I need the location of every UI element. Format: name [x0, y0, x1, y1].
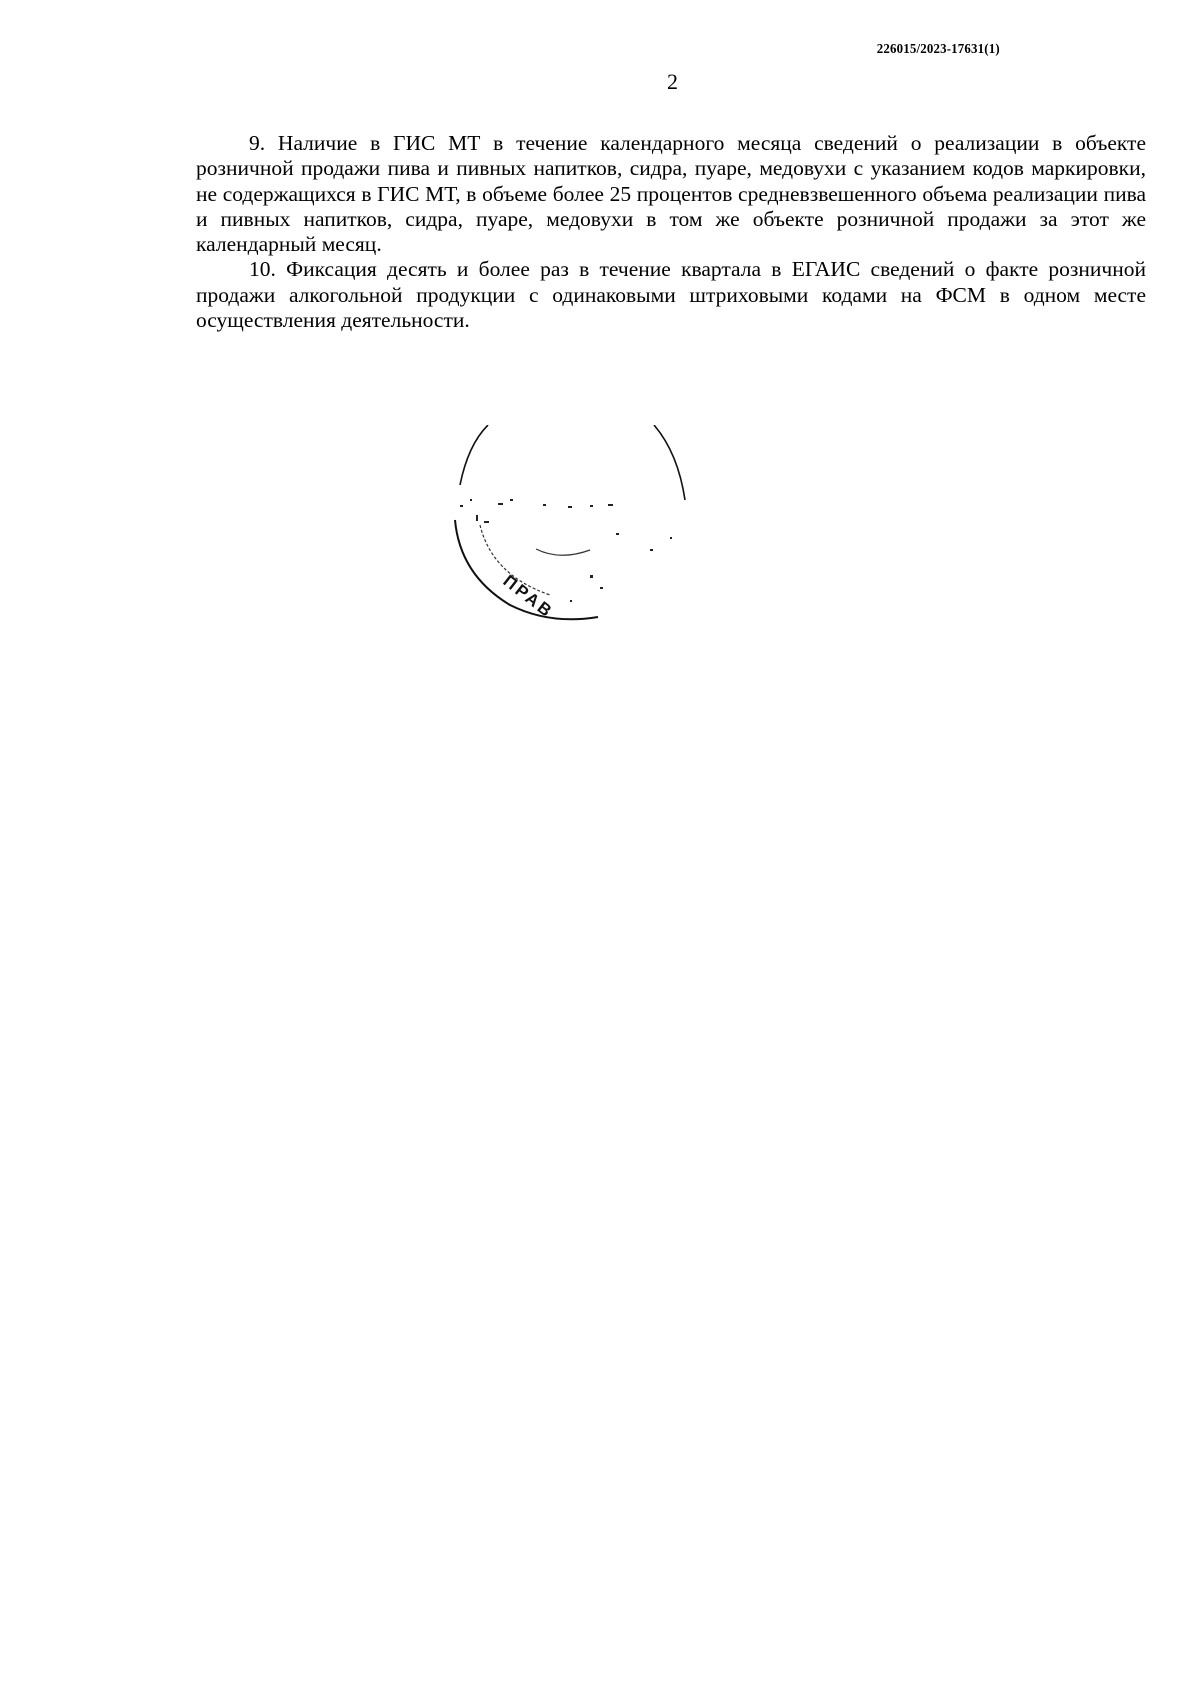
official-seal-stamp: [440, 425, 710, 635]
paragraph-item-10: 10. Фиксация десять и более раз в течение квартала в ЕГАИС сведений о факте розничной продажи алкогольной продукции с одинаковыми штриховыми кодами на ФСМ в одном месте осуществления деятельности.: [196, 257, 1146, 333]
paragraph-item-9: 9. Наличие в ГИС МТ в течение календарного месяца сведений о реализации в объекте розничной продажи пива и пивных напитков, сидра, пуаре, медовухи с указанием кодов маркировки, не содержащихся в ГИС МТ, в объеме более 25 процентов средневзвешенного объема реализации пива и пивных напитков, сидра, пуаре, медовухи в том же объекте розничной продажи за этот же календарный месяц.: [196, 131, 1146, 257]
page-number: 2: [667, 69, 678, 94]
document-registration-number: 226015/2023-17631(1): [876, 42, 1000, 57]
document-body: [196, 131, 1146, 333]
seal-text-fragment: ПРАВ: [499, 571, 558, 623]
seal-icon: [440, 425, 710, 635]
